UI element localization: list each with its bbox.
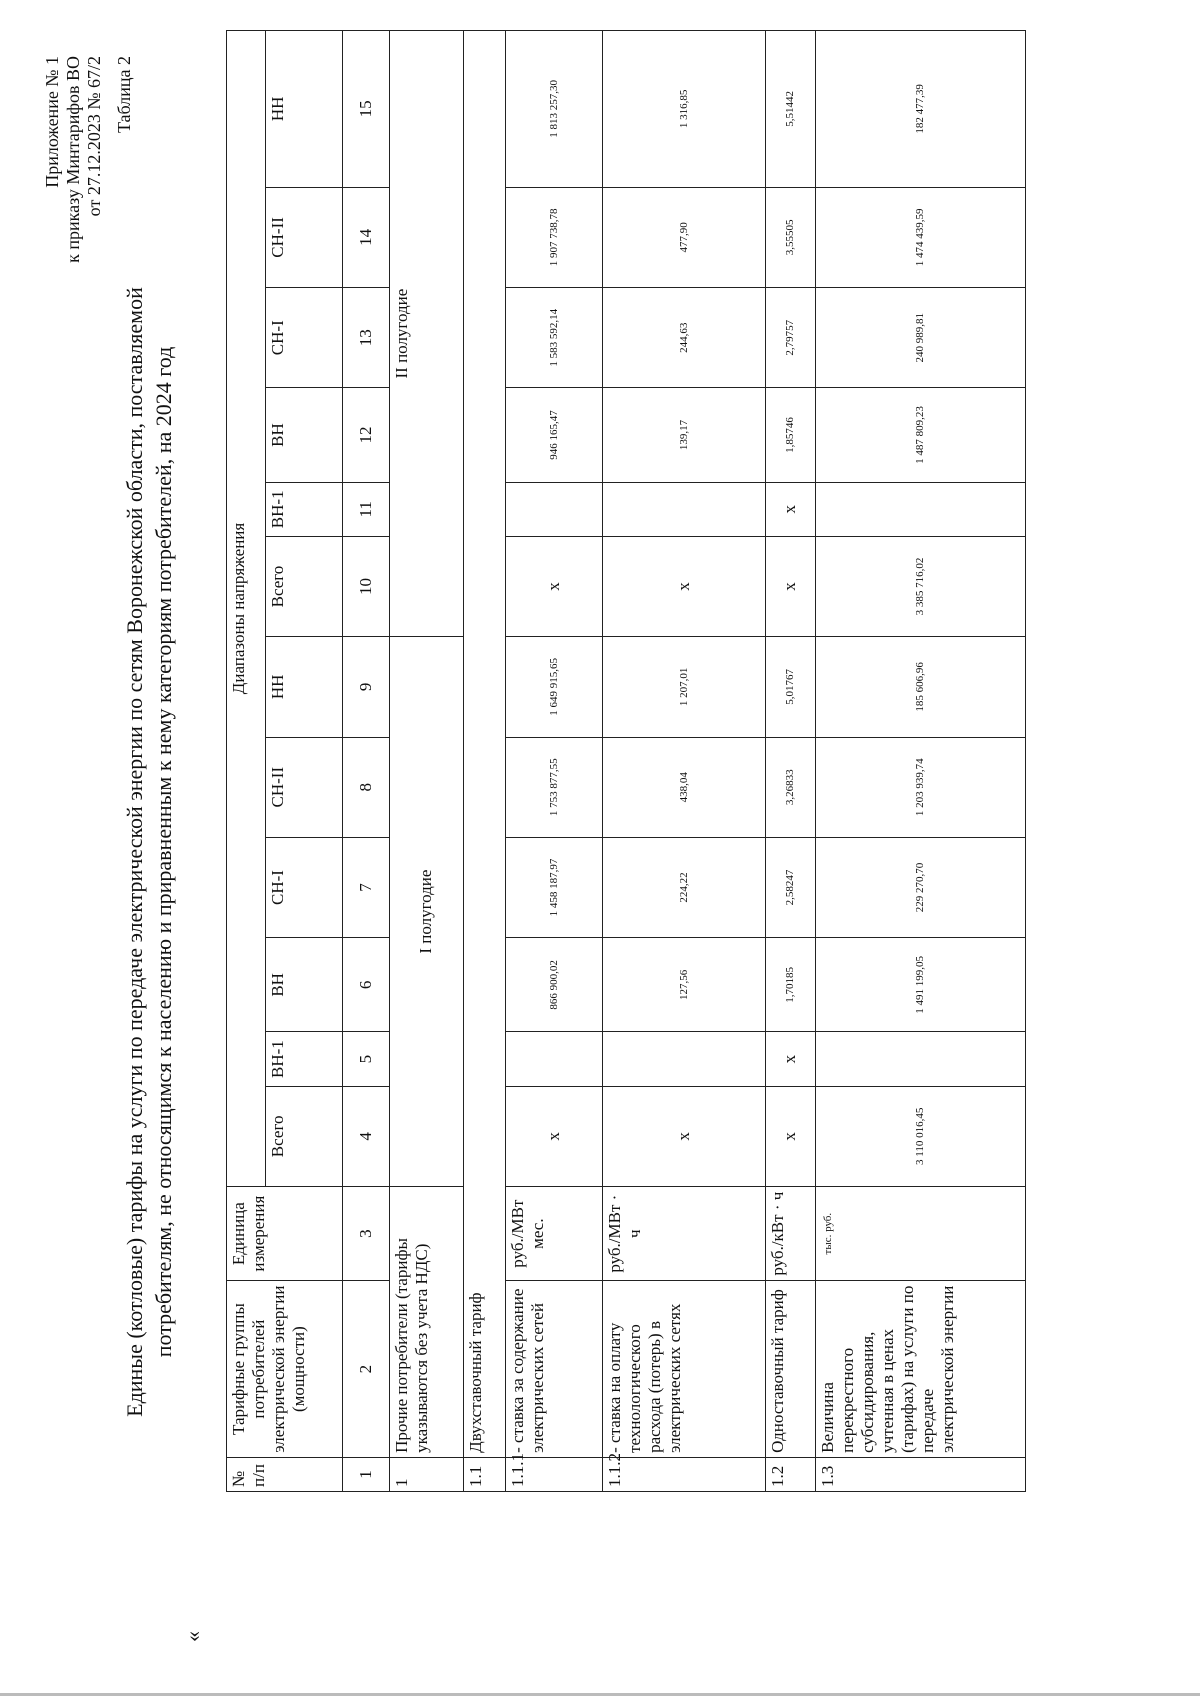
title-line-2: потребителям, не относящимся к населению и приравненным к нему категориям потребителей, на 2024 год [151, 346, 176, 1358]
value-cell: х [602, 536, 765, 636]
value-cell: 127,56 [602, 938, 765, 1032]
header-col-sn1-2: СН-I [266, 288, 342, 388]
table-number: Таблица 2 [114, 56, 134, 133]
value-cell: 1,70185 [765, 938, 815, 1032]
title-line-1: Единые (котловые) тарифы на услуги по передаче электрической энергии по сетям Воронежской области, поставляемой [122, 287, 147, 1417]
value-cell [602, 482, 765, 536]
header-num: № п/п [227, 1457, 343, 1491]
value-cell: х [765, 1032, 815, 1086]
value-cell [815, 1032, 1025, 1086]
header-col-total-2: Всего [266, 536, 342, 636]
table-row [815, 31, 1025, 1492]
index-cell: 11 [342, 482, 389, 536]
section-num: 1 [389, 1457, 463, 1491]
value-cell: 224,22 [602, 837, 765, 937]
value-cell: 1,85746 [765, 388, 815, 482]
value-cell: 182 477,39 [815, 31, 1025, 188]
tariff-table [226, 30, 1026, 1492]
value-cell: 1 813 257,30 [505, 31, 602, 188]
row-num: 1.2 [765, 1457, 815, 1491]
index-cell: 12 [342, 388, 389, 482]
header-col-nn-1: НН [266, 637, 342, 737]
value-cell [602, 1032, 765, 1086]
value-cell: 1 316,85 [602, 31, 765, 188]
value-cell: 1 907 738,78 [505, 187, 602, 287]
header-col-vn-2: ВН [266, 388, 342, 482]
value-cell: х [505, 536, 602, 636]
value-cell: 866 900,02 [505, 938, 602, 1032]
value-cell: 1 487 809,23 [815, 388, 1025, 482]
row-unit: руб./кВт · ч [765, 1187, 815, 1281]
index-cell: 3 [342, 1187, 389, 1281]
value-cell: 244,63 [602, 288, 765, 388]
header-col-vn1-1: ВН-1 [266, 1032, 342, 1086]
value-cell: 477,90 [602, 187, 765, 287]
value-cell: 946 165,47 [505, 388, 602, 482]
appendix-line-2: к приказу Минтарифов ВО [63, 56, 83, 263]
value-cell: 1 583 592,14 [505, 288, 602, 388]
value-cell: 3 110 016,45 [815, 1086, 1025, 1186]
value-cell: 1 491 199,05 [815, 938, 1025, 1032]
row-label: - ставка на оплату технологического расхода (потерь) в электрических сетях [602, 1281, 765, 1458]
header-col-sn2-1: СН-II [266, 737, 342, 837]
half-year-2-label: II полугодие [389, 31, 463, 637]
row-label: Величина перекрестного субсидирования, учтенная в ценах (тарифах) на услуги по передаче электрической энергии [815, 1281, 1025, 1458]
index-cell: 13 [342, 288, 389, 388]
appendix-line-1: Приложение № 1 [42, 56, 62, 188]
header-col-sn1-1: СН-I [266, 837, 342, 937]
value-cell: 3,26833 [765, 737, 815, 837]
index-cell: 7 [342, 837, 389, 937]
index-cell: 10 [342, 536, 389, 636]
value-cell: х [765, 482, 815, 536]
index-cell: 8 [342, 737, 389, 837]
value-cell: 5,01767 [765, 637, 815, 737]
row-num: 1.1.1 [505, 1457, 602, 1491]
value-cell: 229 270,70 [815, 837, 1025, 937]
value-cell: 1 649 915,65 [505, 637, 602, 737]
value-cell [505, 1032, 602, 1086]
header-col-vn-1: ВН [266, 938, 342, 1032]
table-row [602, 31, 765, 1492]
row-label: - ставка за содержание электрических сетей [505, 1281, 602, 1458]
header-col-nn-2: НН [266, 31, 342, 188]
value-cell: 139,17 [602, 388, 765, 482]
value-cell [815, 482, 1025, 536]
row-num: 1.1.2 [602, 1457, 765, 1491]
value-cell: х [505, 1086, 602, 1186]
document-title [120, 162, 178, 1542]
value-cell: 1 474 439,59 [815, 187, 1025, 287]
index-cell: 9 [342, 637, 389, 737]
table-row [765, 31, 815, 1492]
index-cell: 2 [342, 1281, 389, 1458]
value-cell: 1 753 877,55 [505, 737, 602, 837]
value-cell: 2,58247 [765, 837, 815, 937]
header-col-vn1-2: ВН-1 [266, 482, 342, 536]
value-cell: 240 989,81 [815, 288, 1025, 388]
value-cell: х [765, 536, 815, 636]
value-cell: х [602, 1086, 765, 1186]
row-unit: тыс. руб. [815, 1187, 1025, 1281]
header-col-sn2-2: СН-II [266, 187, 342, 287]
row-label: Одноставочный тариф [765, 1281, 815, 1458]
index-cell: 4 [342, 1086, 389, 1186]
two-rate-label: Двухставочный тариф [463, 31, 505, 1458]
row-unit: руб./МВт мес. [505, 1187, 602, 1281]
value-cell: 3,55505 [765, 187, 815, 287]
section-label: Прочие потребители (тарифы указываются без учета НДС) [389, 1187, 463, 1458]
header-voltage-ranges: Диапазоны напряжения [227, 31, 266, 1187]
value-cell: 1 203 939,74 [815, 737, 1025, 837]
appendix-line-3: от 27.12.2023 № 67/2 [84, 56, 104, 217]
two-rate-num: 1.1 [463, 1457, 505, 1491]
value-cell: 3 385 716,02 [815, 536, 1025, 636]
row-unit: руб./МВт · ч [602, 1187, 765, 1281]
value-cell [505, 482, 602, 536]
row-num: 1.3 [815, 1457, 1025, 1491]
index-cell: 1 [342, 1457, 389, 1491]
appendix-note [42, 56, 105, 263]
value-cell: 2,79757 [765, 288, 815, 388]
value-cell: 5,51442 [765, 31, 815, 188]
value-cell: 1 207,01 [602, 637, 765, 737]
header-col-total-1: Всего [266, 1086, 342, 1186]
index-cell: 14 [342, 187, 389, 287]
header-group: Тарифные группы потребителей электрической энергии (мощности) [227, 1281, 343, 1458]
header-unit: Единица измерения [227, 1187, 343, 1281]
index-cell: 6 [342, 938, 389, 1032]
index-cell: 15 [342, 31, 389, 188]
value-cell: 438,04 [602, 737, 765, 837]
value-cell: 185 606,96 [815, 637, 1025, 737]
opening-quote-mark: « [180, 1631, 205, 1642]
index-cell: 5 [342, 1032, 389, 1086]
half-year-1-label: I полугодие [389, 637, 463, 1187]
table-row [505, 31, 602, 1492]
value-cell: х [765, 1086, 815, 1186]
value-cell: 1 458 187,97 [505, 837, 602, 937]
